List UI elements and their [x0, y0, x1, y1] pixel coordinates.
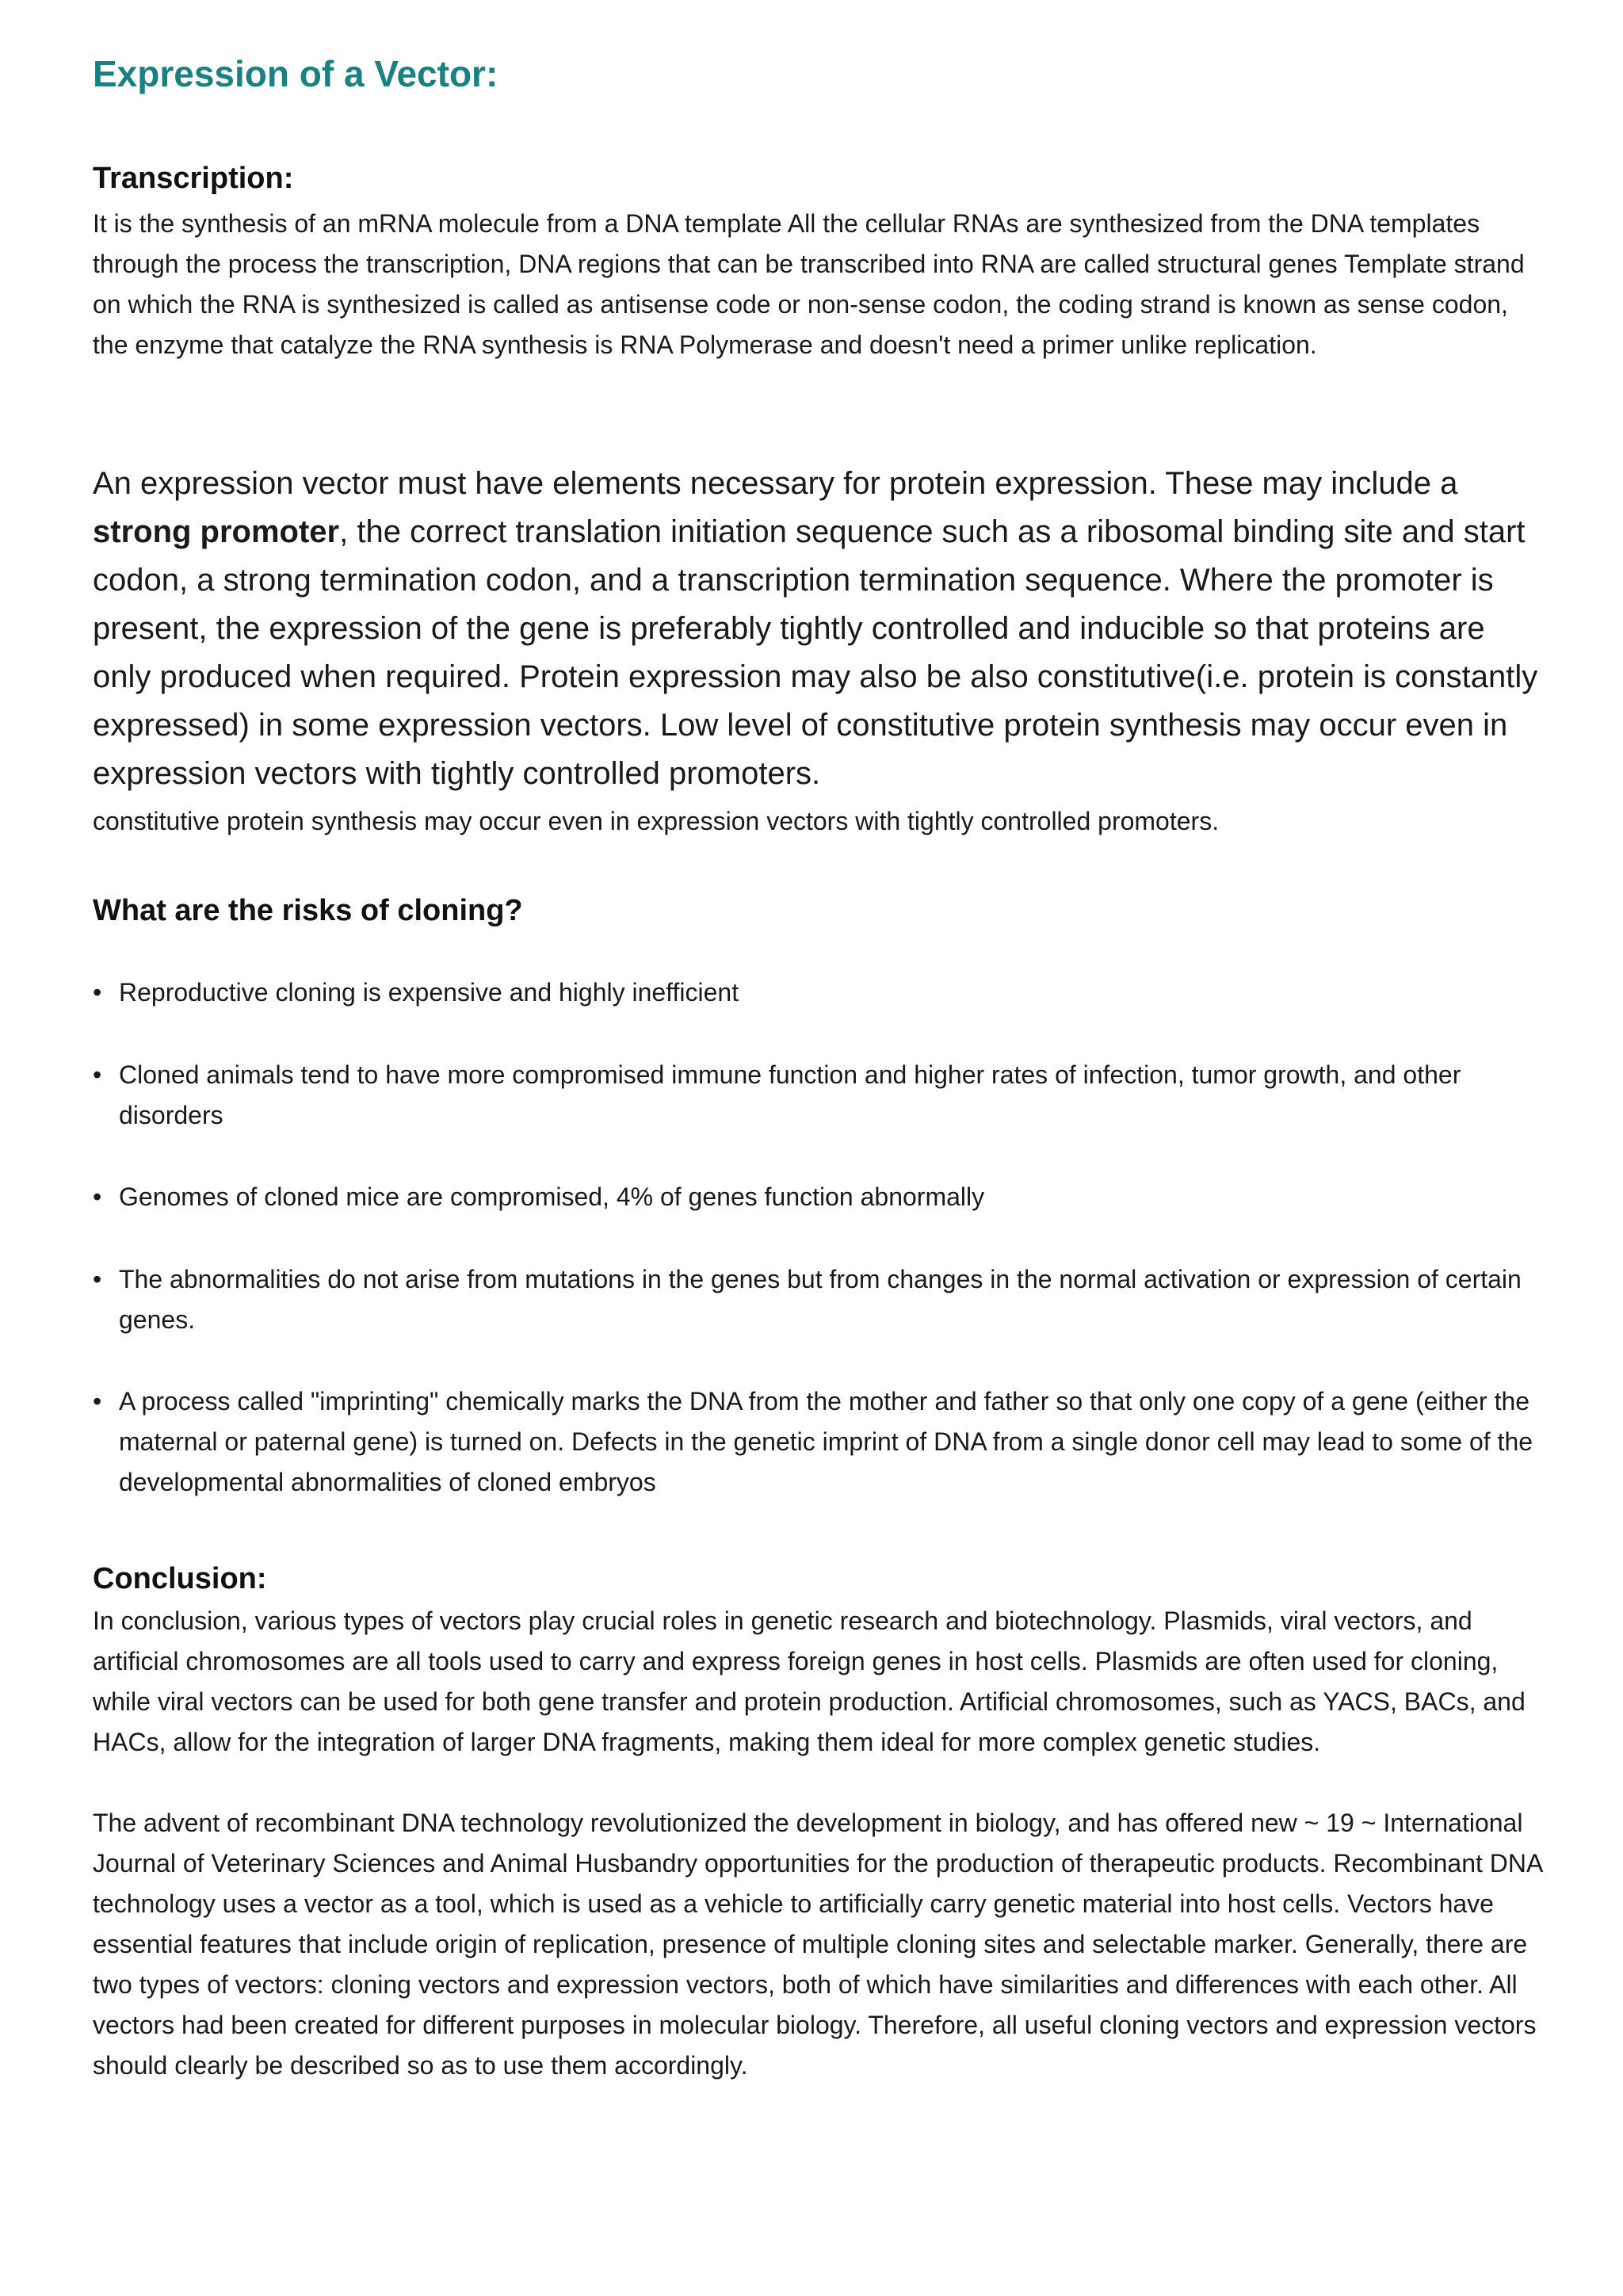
expression-repeat-line: constitutive protein synthesis may occur even in expression vectors with tightly controlled promoters.: [93, 807, 1220, 835]
risk-item-text: A process called "imprinting" chemically marks the DNA from the mother and father so that only one copy of a gene (either the maternal or paternal gene) is turned on. Defects in the genetic imprint of DNA from a single donor cell may lead to some of the developmental abnormalities of cloned embryos: [119, 1387, 1533, 1496]
conclusion-paragraph-1: In conclusion, various types of vectors play crucial roles in genetic research and biotechnology. Plasmids, viral vectors, and artificial chromosomes are all tools used to carry and express foreign genes in host cells. Plasmids are often used for cloning, while viral vectors can be used for both gene transfer and protein production. Artificial chromosomes, such as YACS, BACs, and HACs, allow for the integration of larger DNA fragments, making them ideal for more complex genetic studies.: [93, 1606, 1526, 1756]
bullet-icon: •: [93, 1265, 102, 1293]
risk-item-text: Genomes of cloned mice are compromised, 4% of genes function abnormally: [119, 1182, 985, 1211]
expression-intro-text: An expression vector must have elements necessary for protein expression. These may include a: [93, 466, 1458, 501]
list-item: [93, 972, 1543, 1013]
page-title: Expression of a Vector:: [93, 53, 498, 94]
conclusion-heading: Conclusion:: [93, 1562, 267, 1595]
bullet-icon: •: [93, 1182, 102, 1211]
list-item: [93, 1177, 1543, 1217]
conclusion-paragraph-2: The advent of recombinant DNA technology revolutionized the development in biology, and has offered new ~ 19 ~ International Journal of Veterinary Sciences and Animal Husbandry opportunities for the production of therapeutic products. Recombinant DNA technology uses a vector as a tool, which is used as a vehicle to artificially carry genetic material into host cells. Vectors have essential features that include origin of replication, presence of multiple cloning sites and selectable marker. Generally, there are two types of vectors: cloning vectors and expression vectors, both of which have similarities and differences with each other. All vectors had been created for different purposes in molecular biology. Therefore, all useful cloning vectors and expression vectors should clearly be described so as to use them accordingly.: [93, 1809, 1542, 2080]
bullet-icon: •: [93, 1387, 102, 1415]
risks-heading: What are the risks of cloning?: [93, 894, 523, 927]
list-item: [93, 1259, 1543, 1340]
list-item: [93, 1381, 1543, 1503]
strong-promoter-term: strong promoter: [93, 514, 340, 549]
expression-vector-paragraph: [93, 460, 1543, 798]
expression-rest-text: , the correct translation initiation sequence such as a ribosomal binding site and start codon, a strong termination codon, and a transcription termination sequence. Where the promoter is present, the expression of the gene is preferably tightly controlled and inducible so that proteins are only produced when required. Protein expression may also be also constitutive(i.e. protein is constantly expressed) in some expression vectors. Low level of constitutive protein synthesis may occur even in expression vectors with tightly controlled promoters.: [93, 514, 1538, 791]
list-item: [93, 1055, 1543, 1136]
bullet-icon: •: [93, 1060, 102, 1089]
risk-item-text: Cloned animals tend to have more compromised immune function and higher rates of infection, tumor growth, and other disorders: [119, 1060, 1461, 1129]
transcription-heading: Transcription:: [93, 162, 294, 195]
risk-item-text: The abnormalities do not arise from mutations in the genes but from changes in the normal activation or expression of certain genes.: [119, 1265, 1522, 1334]
bullet-icon: •: [93, 978, 102, 1007]
risk-item-text: Reproductive cloning is expensive and highly inefficient: [119, 978, 739, 1007]
transcription-paragraph: It is the synthesis of an mRNA molecule from a DNA template All the cellular RNAs are synthesized from the DNA templates through the process the transcription, DNA regions that can be transcribed into RNA are called structural genes Template strand on which the RNA is synthesized is called as antisense code or non-sense codon, the coding strand is known as sense codon, the enzyme that catalyze the RNA synthesis is RNA Polymerase and doesn't need a primer unlike replication.: [93, 209, 1525, 359]
